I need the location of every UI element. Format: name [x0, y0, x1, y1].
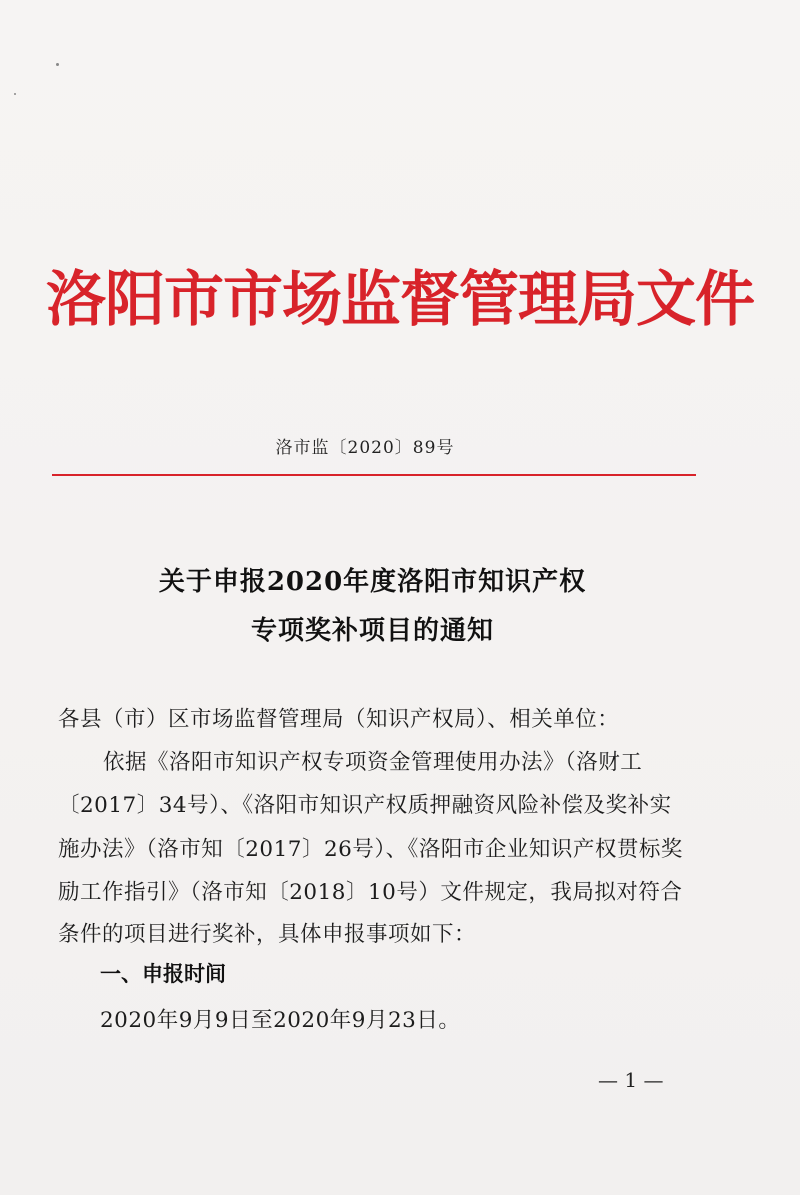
- paragraph-line: 条件的项目进行奖补，具体申报事项如下：: [58, 922, 477, 947]
- paragraph-line: 励工作指引》（洛市知〔2018〕10号）文件规定，我局拟对符合: [58, 880, 683, 905]
- addressee-line: 各县（市）区市场监督管理局（知识产权局）、相关单位：: [58, 707, 620, 732]
- paragraph-line: 依据《洛阳市知识产权专项资金管理使用办法》（洛财工: [103, 750, 643, 775]
- issuer-header-title: 洛阳市市场监督管理局文件: [46, 265, 754, 335]
- paragraph-line: 〔2017〕34号）、《洛阳市知识产权质押融资风险补偿及奖补实: [58, 793, 672, 818]
- section-text: 2020年9月9日至2020年9月23日。: [100, 1008, 461, 1033]
- notice-title-line-1: 关于申报2020年度洛阳市知识产权: [158, 567, 587, 597]
- page-number: — 1 —: [598, 1068, 664, 1092]
- document-number: 洛市监〔2020〕89号: [275, 438, 455, 458]
- scan-speck: [14, 93, 16, 95]
- paragraph-line: 施办法》（洛市知〔2017〕26号）、《洛阳市企业知识产权贯标奖: [58, 837, 683, 862]
- red-divider-line: [52, 474, 696, 476]
- section-heading: 一、申报时间: [100, 962, 226, 986]
- notice-title-line-2: 专项奖补项目的通知: [250, 616, 494, 646]
- scan-speck: [56, 63, 59, 66]
